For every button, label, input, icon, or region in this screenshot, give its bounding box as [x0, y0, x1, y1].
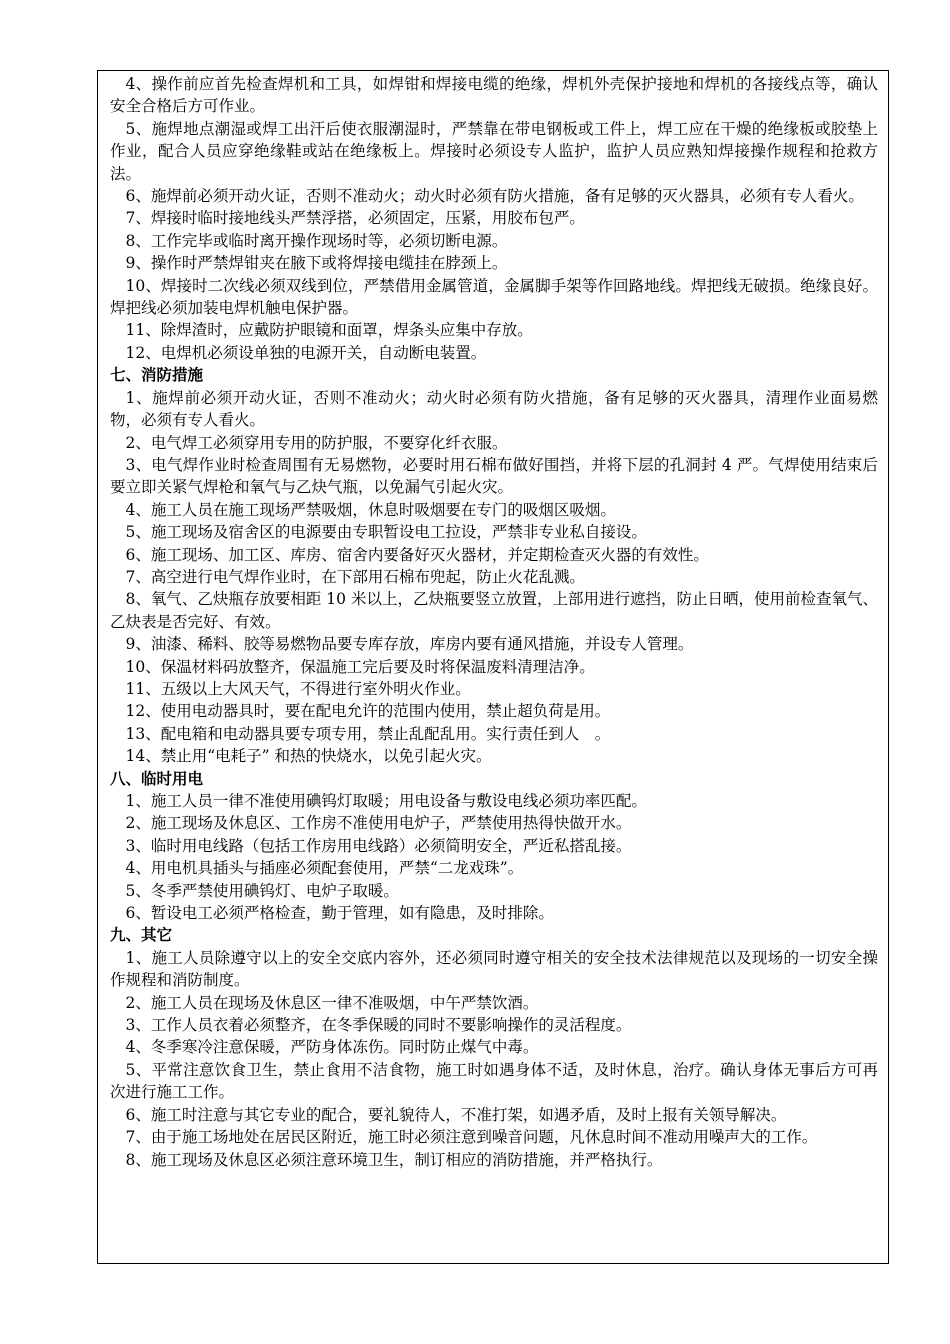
list-item: 6、施工现场、加工区、库房、宿舍内要备好灭火器材，并定期检查灭火器的有效性。 [125, 545, 709, 564]
section-heading-fire-protection: 七、消防措施 [110, 366, 204, 385]
list-item: 1、施工人员除遵守以上的安全交底内容外，还必须同时遵守相关的安全技术法律规范以及现场的一切安全操作规程和消防制度。 [110, 948, 878, 990]
list-item: 1、施工人员一律不准使用碘钨灯取暖；用电设备与敷设电线必须功率匹配。 [125, 792, 647, 810]
document-table-frame [97, 70, 889, 1264]
list-item: 3、工作人员衣着必须整齐，在冬季保暖的同时不要影响操作的灵活程度。 [125, 1016, 632, 1035]
list-item: 5、施工现场及宿舍区的电源要由专职暂设电工拉设，严禁非专业私自接设。 [125, 523, 647, 542]
list-item: 11、除焊渣时，应戴防护眼镜和面罩，焊条头应集中存放。 [125, 321, 533, 340]
list-item: 4、用电机具插头与插座必须配套使用，严禁“二龙戏珠”。 [125, 859, 524, 878]
list-item: 14、禁止用“电耗子” 和热的快烧水，以免引起火灾。 [125, 747, 492, 766]
section-heading-temporary-power: 八、临时用电 [110, 769, 204, 788]
list-item: 12、使用电动器具时，要在配电允许的范围内使用，禁止超负荷是用。 [125, 702, 611, 721]
section-heading-other: 九、其它 [110, 926, 173, 945]
list-item: 4、操作前应首先检查焊机和工具，如焊钳和焊接电缆的绝缘，焊机外壳保护接地和焊机的各接线点等，确认安全合格后方可作业。 [110, 75, 878, 116]
document-content [110, 73, 878, 1171]
list-item: 8、氧气、乙炔瓶存放要相距 10 米以上，乙炔瓶要竖立放置，上部用进行遮挡，防止日晒，使用前检查氧气、乙炔表是否完好、有效。 [110, 590, 878, 631]
list-item: 4、冬季寒冷注意保暖，严防身体冻伤。同时防止煤气中毒。 [125, 1038, 539, 1057]
list-item: 2、施工人员在现场及休息区一律不准吸烟，中午严禁饮酒。 [125, 993, 539, 1012]
list-item: 10、焊接时二次线必须双线到位，严禁借用金属管道，金属脚手架等作回路地线。焊把线无破损。绝缘良好。焊把线必须加装电焊机触电保护器。 [110, 276, 878, 318]
list-item: 6、暂设电工必须严格检查，勤于管理，如有隐患，及时排除。 [125, 904, 554, 923]
list-item: 10、保温材料码放整齐，保温施工完后要及时将保温废料清理洁净。 [125, 657, 595, 676]
list-item: 11、五级以上大风天气，不得进行室外明火作业。 [125, 679, 471, 698]
list-item: 5、施焊地点潮湿或焊工出汗后使衣服潮湿时，严禁靠在带电钢板或工件上，焊工应在干燥的绝缘板或胶垫上作业，配合人员应穿绝缘鞋或站在绝缘板上。焊接时必须设专人监护，监护人员应熟知焊接操作规程和抢救方法。 [110, 119, 878, 183]
list-item: 9、操作时严禁焊钳夹在腋下或将焊接电缆挂在脖颈上。 [125, 254, 508, 273]
fire-protection-list [110, 387, 878, 768]
list-item: 1、施焊前必须开动火证，否则不准动火；动火时必须有防火措施，备有足够的灭火器具，清理作业面易燃物，必须有专人看火。 [110, 388, 878, 430]
list-item: 3、电气焊作业时检查周围有无易燃物，必要时用石棉布做好围挡，并将下层的孔洞封 4 严。气焊使用结束后要立即关紧气焊枪和氧气与乙炔气瓶，以免漏气引起火灾。 [110, 455, 878, 497]
list-item: 2、电气焊工必须穿用专用的防护服，不要穿化纤衣服。 [125, 433, 508, 452]
temporary-power-list [110, 790, 878, 924]
list-item: 5、冬季严禁使用碘钨灯、电炉子取暖。 [125, 881, 399, 900]
list-item: 12、电焊机必须设单独的电源开关，自动断电装置。 [125, 343, 487, 362]
list-item: 8、施工现场及休息区必须注意环境卫生，制订相应的消防措施，并严格执行。 [125, 1150, 663, 1169]
list-item: 9、油漆、稀料、胶等易燃物品要专库存放，库房内要有通风措施，并设专人管理。 [125, 635, 694, 654]
list-item: 4、施工人员在施工现场严禁吸烟，休息时吸烟要在专门的吸烟区吸烟。 [125, 500, 616, 519]
list-item: 13、配电箱和电动器具要专项专用，禁止乱配乱用。实行责任到人 。 [125, 724, 611, 743]
list-item: 6、施焊前必须开动火证，否则不准动火；动火时必须有防火措施，备有足够的灭火器具，必须有专人看火。 [125, 187, 864, 206]
welding-safety-list [110, 73, 878, 364]
list-item: 8、工作完毕或临时离开操作现场时等，必须切断电源。 [125, 231, 508, 250]
list-item: 7、由于施工场地处在居民区附近，施工时必须注意到噪音问题，凡休息时间不准动用噪声大的工作。 [125, 1128, 818, 1147]
list-item: 7、高空进行电气焊作业时，在下部用石棉布兜起，防止火花乱溅。 [125, 567, 585, 586]
list-item: 5、平常注意饮食卫生，禁止食用不洁食物，施工时如遇身体不适，及时休息，治疗。确认身体无事后方可再次进行施工工作。 [110, 1060, 878, 1102]
list-item: 2、施工现场及休息区、工作房不准使用电炉子，严禁使用热得快做开水。 [125, 814, 632, 833]
other-rules-list [110, 947, 878, 1171]
list-item: 7、焊接时临时接地线头严禁浮搭，必须固定，压紧，用胶布包严。 [125, 209, 585, 228]
list-item: 3、临时用电线路（包括工作房用电线路）必须简明安全，严近私搭乱接。 [125, 836, 632, 855]
list-item: 6、施工时注意与其它专业的配合，要礼貌待人，不准打架，如遇矛盾，及时上报有关领导解决。 [125, 1105, 787, 1124]
